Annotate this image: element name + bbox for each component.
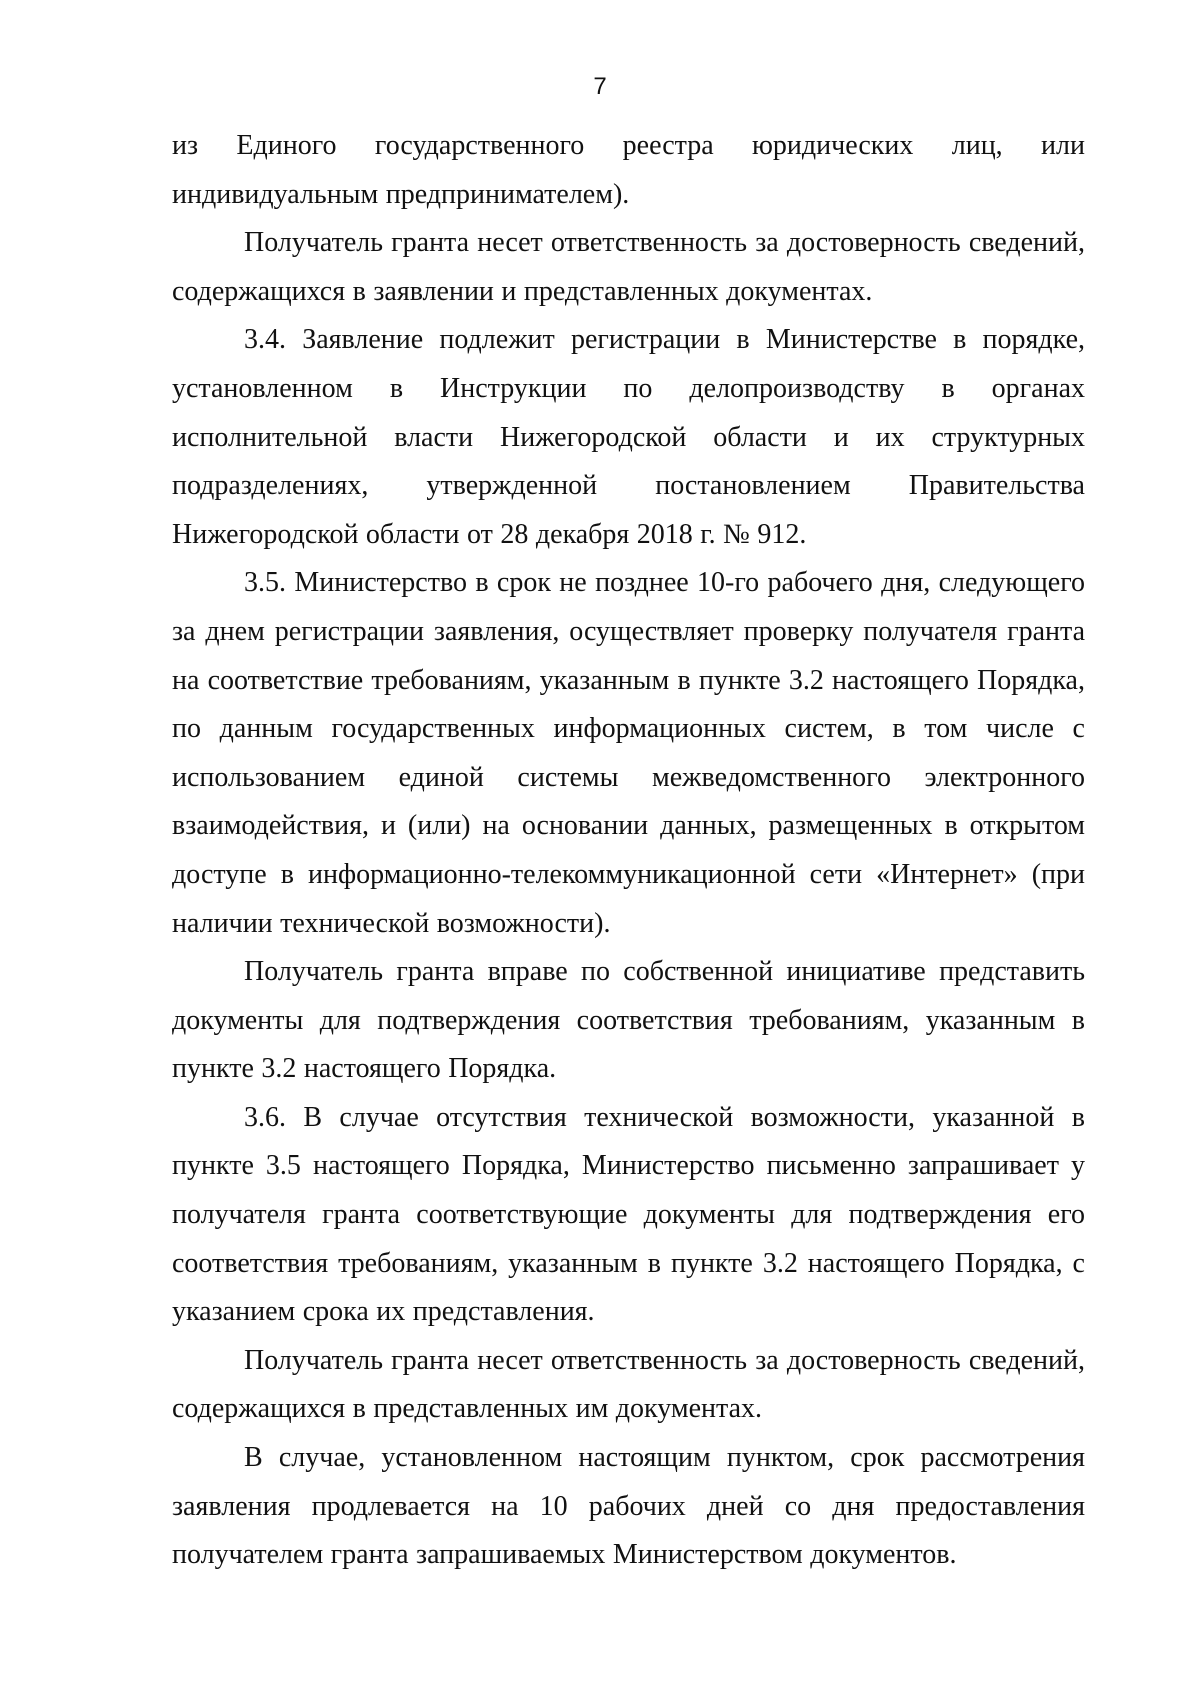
- paragraph-continuation: из Единого государственного реестра юридических лиц, или индивидуальным предпринимателем).: [172, 130, 1085, 210]
- paragraph-3-5: 3.5. Министерство в срок не позднее 10-го рабочего дня, следующего за днем регистрации заявления, осуществляет проверку получателя гранта на соответствие требованиям, указанным в пункте 3.2 настоящего Порядка, по данным государственных информационных систем, в том числе с использованием единой системы межведомственного электронного взаимодействия, и (или) на основании данных, размещенных в открытом доступе в информационно-телекоммуникационной сети «Интернет» (при наличии технической возможности).: [172, 567, 1085, 939]
- paragraph-3-4: 3.4. Заявление подлежит регистрации в Министерстве в порядке, установленном в Инструкции по делопроизводству в органах исполнительной власти Нижегородской области и их структурных подразделениях, утвержденной постановлением Правительства Нижегородской области от 28 декабря 2018 г. № 912.: [172, 324, 1085, 550]
- paragraph-responsibility: Получатель гранта несет ответственность за достоверность сведений, содержащихся в заявлении и представленных документах.: [172, 227, 1085, 307]
- paragraph-own-initiative: Получатель гранта вправе по собственной инициативе представить документы для подтверждения соответствия требованиям, указанным в пункте 3.2 настоящего Порядка.: [172, 956, 1085, 1085]
- document-body: [172, 122, 1085, 1580]
- paragraph-review-extension: В случае, установленном настоящим пунктом, срок рассмотрения заявления продлевается на 10 рабочих дней со дня предоставления получателем гранта запрашиваемых Министерством документов.: [172, 1442, 1085, 1571]
- paragraph-3-6: 3.6. В случае отсутствия технической возможности, указанной в пункте 3.5 настоящего Порядка, Министерство письменно запрашивает у получателя гранта соответствующие документы для подтверждения его соответствия требованиям, указанным в пункте 3.2 настоящего Порядка, с указанием срока их представления.: [172, 1101, 1085, 1328]
- paragraph-responsibility-documents: Получатель гранта несет ответственность за достоверность сведений, содержащихся в представленных им документах.: [172, 1344, 1085, 1425]
- page-number: 7: [593, 73, 607, 100]
